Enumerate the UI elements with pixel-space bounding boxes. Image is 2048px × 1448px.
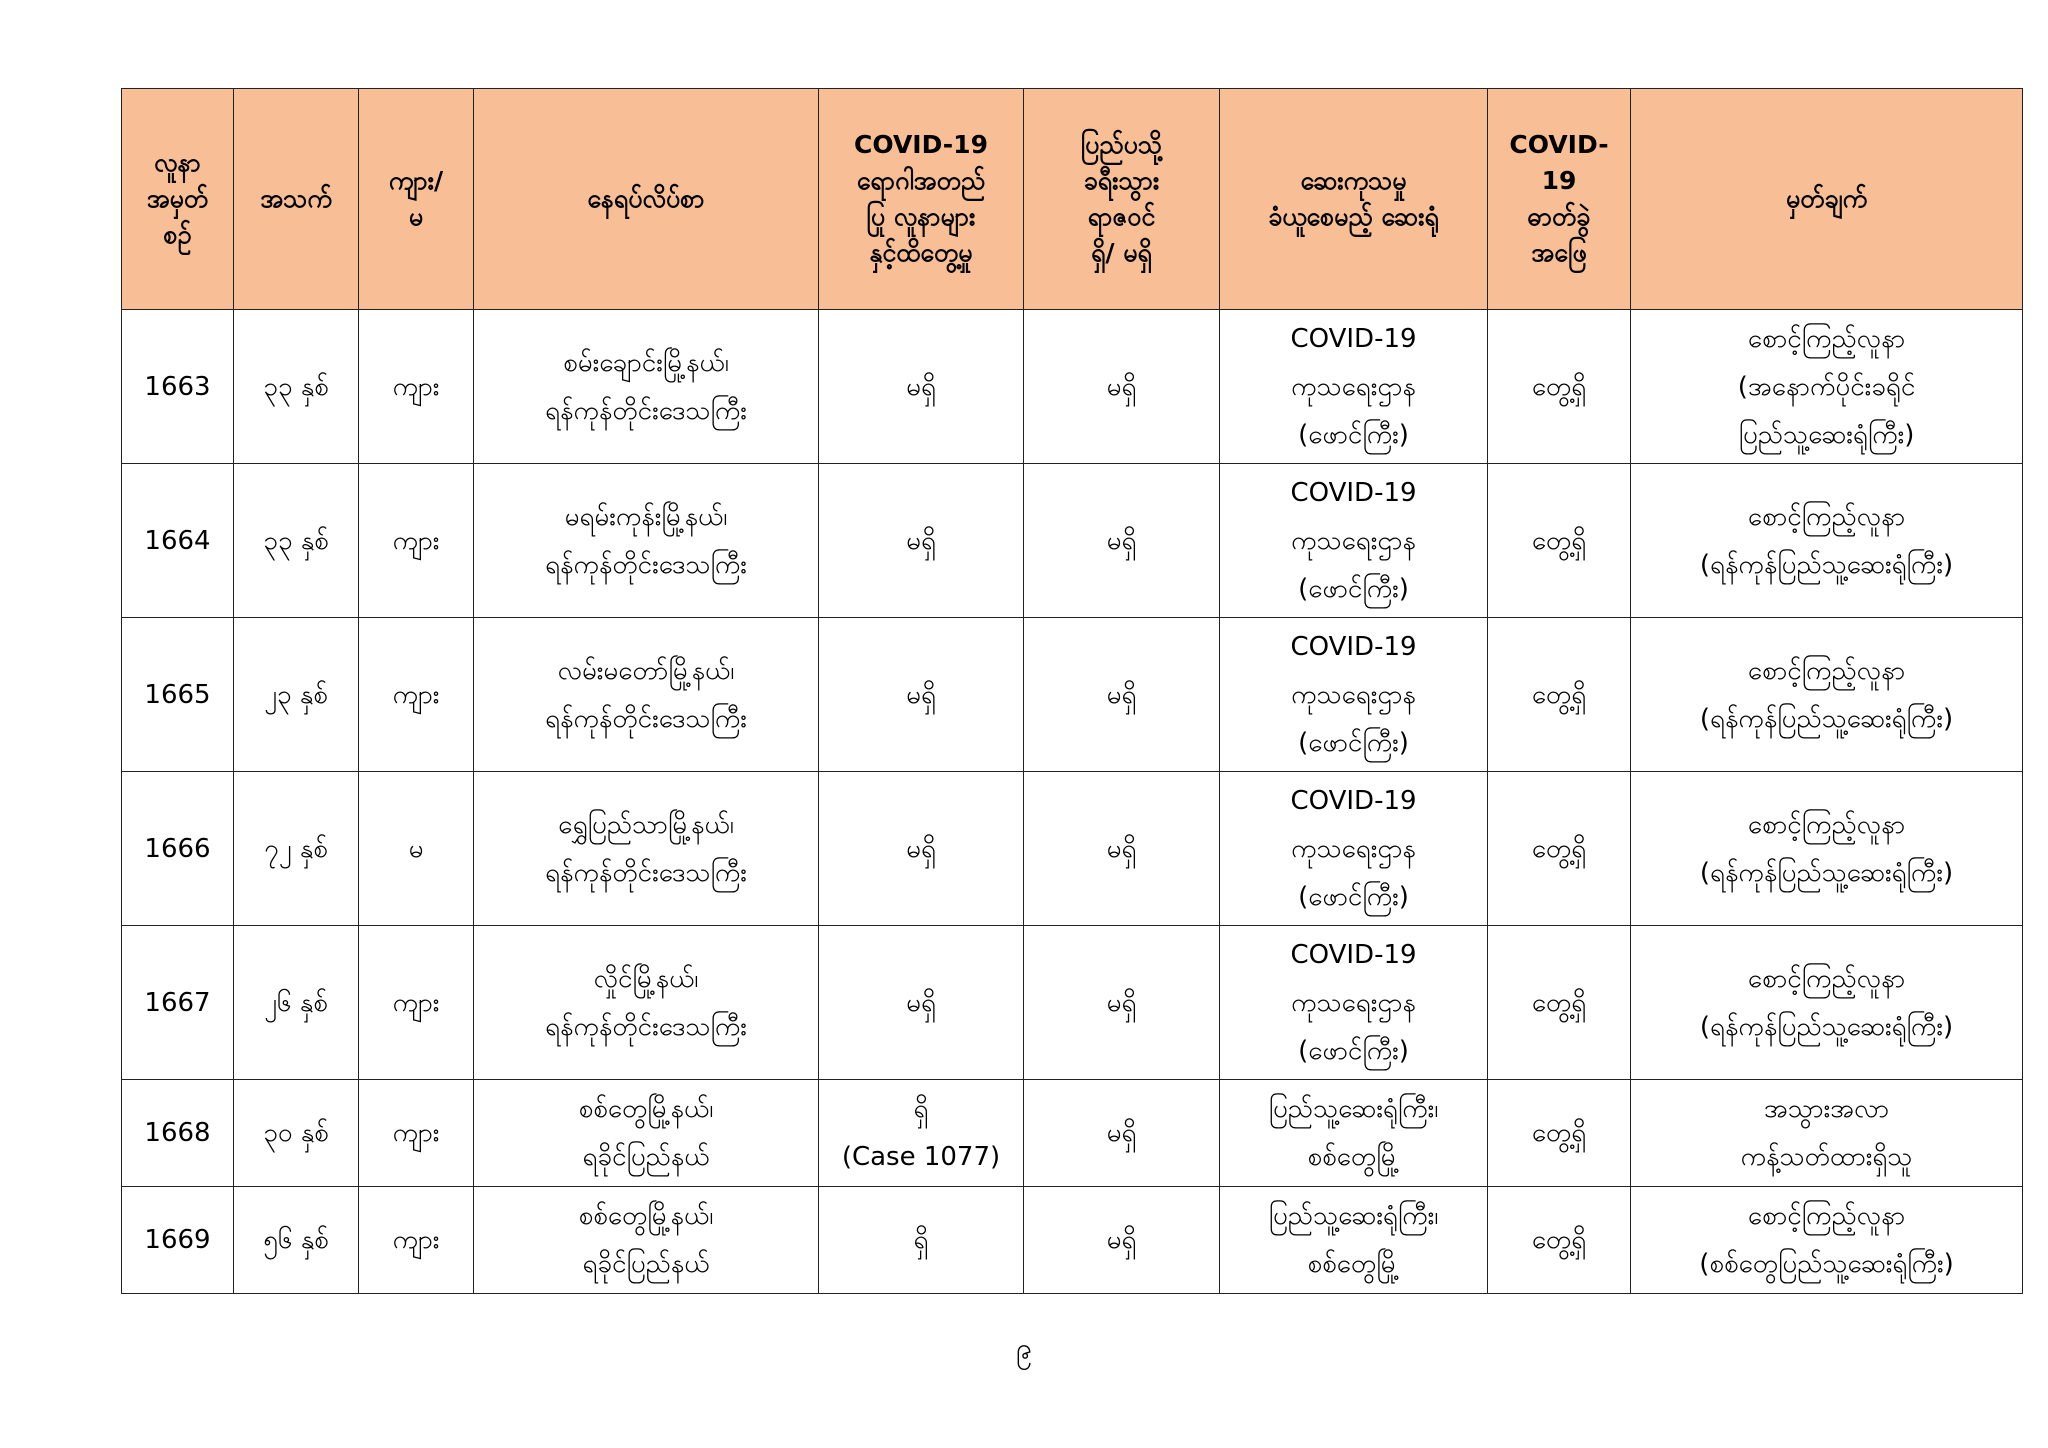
cell-remark-line: စောင့်ကြည့်လူနာ <box>1747 809 1906 840</box>
header-text-line: နှင့်ထိတွေ့မှု <box>869 238 973 267</box>
cell-hospital-line: ကုသရေးဌာန <box>1291 833 1416 864</box>
header-remark <box>1631 89 2023 310</box>
cell-remark-line: ပြည်သူ့ဆေးရုံကြီး) <box>1738 419 1915 450</box>
header-text-line: ပြု လူနာများ <box>866 202 976 231</box>
cell-address-line: ရန်ကုန်တိုင်းဒေသကြီး <box>545 1011 747 1042</box>
cell-hospital <box>1220 1187 1488 1294</box>
case-table <box>121 88 2023 1294</box>
cell-case-number: 1668 <box>122 1080 234 1187</box>
cell-contact-line: မရှိ <box>906 833 936 864</box>
header-case-number <box>122 89 234 310</box>
cell-case-number: 1663 <box>122 310 234 464</box>
header-text-line: ပြည်ပသို့ <box>1080 130 1163 159</box>
header-text-line: မှတ်ချက် <box>1785 184 1868 213</box>
cell-test-result: တွေ့ရှိ <box>1488 926 1631 1080</box>
cell-test-result: တွေ့ရှိ <box>1488 464 1631 618</box>
cell-case-number: 1667 <box>122 926 234 1080</box>
cell-hospital-line: စစ်တွေမြို့ <box>1307 1249 1400 1279</box>
header-text-line: ကျား/ <box>388 166 444 195</box>
cell-age: ၃၀ နှစ် <box>234 1080 359 1187</box>
cell-remark-line: (ရန်ကုန်ပြည်သူ့ဆေးရုံကြီး) <box>1699 1011 1954 1042</box>
header-text-line: ရှိ/ မရှိ <box>1091 238 1152 267</box>
cell-test-result: တွေ့ရှိ <box>1488 1080 1631 1187</box>
header-contact <box>819 89 1024 310</box>
cell-hospital-line: (ဖောင်ကြီး) <box>1298 727 1409 758</box>
cell-address-line: လှိုင်မြို့နယ်၊ <box>593 963 699 994</box>
cell-remark <box>1631 1187 2023 1294</box>
header-text-line: ရာဇဝင် <box>1087 202 1156 231</box>
cell-case-number: 1665 <box>122 618 234 772</box>
cell-age: ၃၃ နှစ် <box>234 310 359 464</box>
cell-hospital-line: (ဖောင်ကြီး) <box>1298 419 1409 450</box>
table-row <box>122 310 2023 464</box>
header-text-line: COVID- <box>1509 130 1609 159</box>
cell-address <box>474 926 819 1080</box>
header-sex <box>359 89 474 310</box>
cell-hospital-line: ကုသရေးဌာန <box>1291 525 1416 556</box>
cell-hospital-line: ပြည်သူ့ဆေးရုံကြီး၊ <box>1268 1201 1439 1231</box>
cell-remark-line: စောင့်ကြည့်လူနာ <box>1747 1201 1906 1231</box>
cell-sex: ကျား <box>359 310 474 464</box>
cell-case-number: 1664 <box>122 464 234 618</box>
cell-contact <box>819 464 1024 618</box>
cell-hospital-line: (ဖောင်ကြီး) <box>1298 881 1409 912</box>
header-text-line: မ <box>408 202 424 231</box>
cell-remark <box>1631 618 2023 772</box>
header-text-line: အဖြေ <box>1531 238 1587 267</box>
cell-remark-line: စောင့်ကြည့်လူနာ <box>1747 655 1906 686</box>
cell-contact-line: မရှိ <box>906 525 936 556</box>
cell-age: ၅၆ နှစ် <box>234 1187 359 1294</box>
header-text-line: လူနာ <box>154 148 201 177</box>
cell-contact <box>819 772 1024 926</box>
table-row <box>122 926 2023 1080</box>
table-row <box>122 1187 2023 1294</box>
cell-address <box>474 1187 819 1294</box>
header-text-line: COVID-19 <box>854 130 988 159</box>
cell-hospital <box>1220 618 1488 772</box>
cell-remark <box>1631 1080 2023 1187</box>
cell-address-line: စစ်တွေမြို့နယ်၊ <box>578 1201 714 1231</box>
cell-address-line: စမ်းချောင်းမြို့နယ်၊ <box>563 347 729 378</box>
cell-remark <box>1631 926 2023 1080</box>
cell-hospital-line: COVID-19 <box>1290 477 1417 508</box>
cell-address <box>474 310 819 464</box>
cell-hospital-line: စစ်တွေမြို့ <box>1307 1142 1400 1172</box>
cell-hospital-line: (ဖောင်ကြီး) <box>1298 573 1409 604</box>
cell-remark-line: စောင့်ကြည့်လူနာ <box>1747 963 1906 994</box>
cell-address-line: ရခိုင်ပြည်နယ် <box>582 1142 710 1172</box>
cell-hospital <box>1220 1080 1488 1187</box>
cell-hospital-line: ကုသရေးဌာန <box>1291 371 1416 402</box>
cell-age: ၂၆ နှစ် <box>234 926 359 1080</box>
cell-address-line: စစ်တွေမြို့နယ်၊ <box>578 1094 714 1124</box>
cell-contact <box>819 1187 1024 1294</box>
header-text-line: ခရီးသွား <box>1083 166 1160 195</box>
cell-contact <box>819 1080 1024 1187</box>
cell-test-result: တွေ့ရှိ <box>1488 772 1631 926</box>
cell-case-number: 1669 <box>122 1187 234 1294</box>
cell-travel-history: မရှိ <box>1024 1187 1220 1294</box>
cell-address-line: ရန်ကုန်တိုင်းဒေသကြီး <box>545 549 747 580</box>
header-hospital <box>1220 89 1488 310</box>
cell-remark-line: ကန့်သတ်ထားရှိသူ <box>1740 1142 1913 1172</box>
cell-test-result: တွေ့ရှိ <box>1488 618 1631 772</box>
cell-hospital-line: ပြည်သူ့ဆေးရုံကြီး၊ <box>1268 1094 1439 1124</box>
cell-hospital <box>1220 464 1488 618</box>
header-text-line: အမှတ် <box>146 184 209 213</box>
cell-remark-line: အသွားအလာ <box>1763 1094 1890 1124</box>
cell-age: ၇၂ နှစ် <box>234 772 359 926</box>
cell-contact <box>819 926 1024 1080</box>
header-text-line: ဆေးကုသမှု <box>1300 166 1407 195</box>
header-text-line: ဓာတ်ခွဲ <box>1527 202 1591 231</box>
page-number: ၉ <box>1016 1332 1032 1365</box>
cell-contact-line: ရှိ <box>913 1225 929 1255</box>
cell-travel-history: မရှိ <box>1024 310 1220 464</box>
cell-remark-line: (စစ်တွေပြည်သူ့ဆေးရုံကြီး) <box>1699 1249 1954 1279</box>
cell-contact-line: မရှိ <box>906 679 936 710</box>
cell-sex: ကျား <box>359 618 474 772</box>
table-row <box>122 772 2023 926</box>
header-address <box>474 89 819 310</box>
cell-remark-line: (ရန်ကုန်ပြည်သူ့ဆေးရုံကြီး) <box>1699 857 1954 888</box>
cell-hospital-line: COVID-19 <box>1290 939 1417 970</box>
header-row <box>122 89 2023 310</box>
cell-address-line: ရန်ကုန်တိုင်းဒေသကြီး <box>545 395 747 426</box>
cell-test-result: တွေ့ရှိ <box>1488 1187 1631 1294</box>
cell-address-line: ရွှေပြည်သာမြို့နယ်၊ <box>558 809 734 840</box>
cell-remark <box>1631 310 2023 464</box>
cell-remark-line: (အနောက်ပိုင်းခရိုင် <box>1737 371 1916 402</box>
cell-sex: ကျား <box>359 926 474 1080</box>
cell-travel-history: မရှိ <box>1024 772 1220 926</box>
header-text-line: နေရပ်လိပ်စာ <box>587 184 705 213</box>
cell-contact-line: မရှိ <box>906 371 936 402</box>
header-text-line: စဉ် <box>163 220 192 249</box>
case-rows <box>122 310 2023 1294</box>
cell-case-number: 1666 <box>122 772 234 926</box>
table-row <box>122 1080 2023 1187</box>
cell-address <box>474 1080 819 1187</box>
cell-hospital-line: COVID-19 <box>1290 323 1417 354</box>
header-text-line: ရောဂါအတည် <box>856 166 986 195</box>
cell-address-line: ရန်ကုန်တိုင်းဒေသကြီး <box>545 857 747 888</box>
cell-travel-history: မရှိ <box>1024 1080 1220 1187</box>
cell-contact-line: မရှိ <box>906 987 936 1018</box>
cell-travel-history: မရှိ <box>1024 926 1220 1080</box>
cell-sex: မ <box>359 772 474 926</box>
cell-address-line: မရမ်းကုန်းမြို့နယ်၊ <box>564 501 728 532</box>
cell-address-line: ရခိုင်ပြည်နယ် <box>582 1249 710 1279</box>
cell-address <box>474 464 819 618</box>
cell-hospital-line: (ဖောင်ကြီး) <box>1298 1035 1409 1066</box>
cell-remark-line: (ရန်ကုန်ပြည်သူ့ဆေးရုံကြီး) <box>1699 549 1954 580</box>
cell-hospital-line: ကုသရေးဌာန <box>1291 987 1416 1018</box>
cell-address-line: ရန်ကုန်တိုင်းဒေသကြီး <box>545 703 747 734</box>
cell-travel-history: မရှိ <box>1024 464 1220 618</box>
cell-sex: ကျား <box>359 1187 474 1294</box>
header-text-line: အသက် <box>260 184 332 213</box>
cell-age: ၂၃ နှစ် <box>234 618 359 772</box>
cell-remark <box>1631 464 2023 618</box>
cell-hospital <box>1220 926 1488 1080</box>
cell-travel-history: မရှိ <box>1024 618 1220 772</box>
header-test-result <box>1488 89 1631 310</box>
cell-hospital-line: COVID-19 <box>1290 785 1417 816</box>
cell-age: ၃၃ နှစ် <box>234 464 359 618</box>
cell-address <box>474 772 819 926</box>
cell-remark-line: စောင့်ကြည့်လူနာ <box>1747 323 1906 354</box>
cell-address <box>474 618 819 772</box>
cell-remark-line: စောင့်ကြည့်လူနာ <box>1747 501 1906 532</box>
cell-remark-line: (ရန်ကုန်ပြည်သူ့ဆေးရုံကြီး) <box>1699 703 1954 734</box>
table-row <box>122 464 2023 618</box>
cell-address-line: လမ်းမတော်မြို့နယ်၊ <box>557 655 735 686</box>
cell-contact-line: (Case 1077) <box>841 1142 1001 1172</box>
cell-hospital-line: ကုသရေးဌာန <box>1291 679 1416 710</box>
cell-sex: ကျား <box>359 1080 474 1187</box>
header-travel-history <box>1024 89 1220 310</box>
header-age <box>234 89 359 310</box>
header-text-line: 19 <box>1541 166 1577 195</box>
cell-test-result: တွေ့ရှိ <box>1488 310 1631 464</box>
header-text-line: ခံယူစေမည့် ဆေးရုံ <box>1268 202 1439 231</box>
cell-hospital <box>1220 772 1488 926</box>
cell-contact <box>819 618 1024 772</box>
table-row <box>122 618 2023 772</box>
cell-hospital-line: COVID-19 <box>1290 631 1417 662</box>
cell-contact <box>819 310 1024 464</box>
cell-remark <box>1631 772 2023 926</box>
cell-hospital <box>1220 310 1488 464</box>
cell-contact-line: ရှိ <box>913 1094 929 1124</box>
cell-sex: ကျား <box>359 464 474 618</box>
